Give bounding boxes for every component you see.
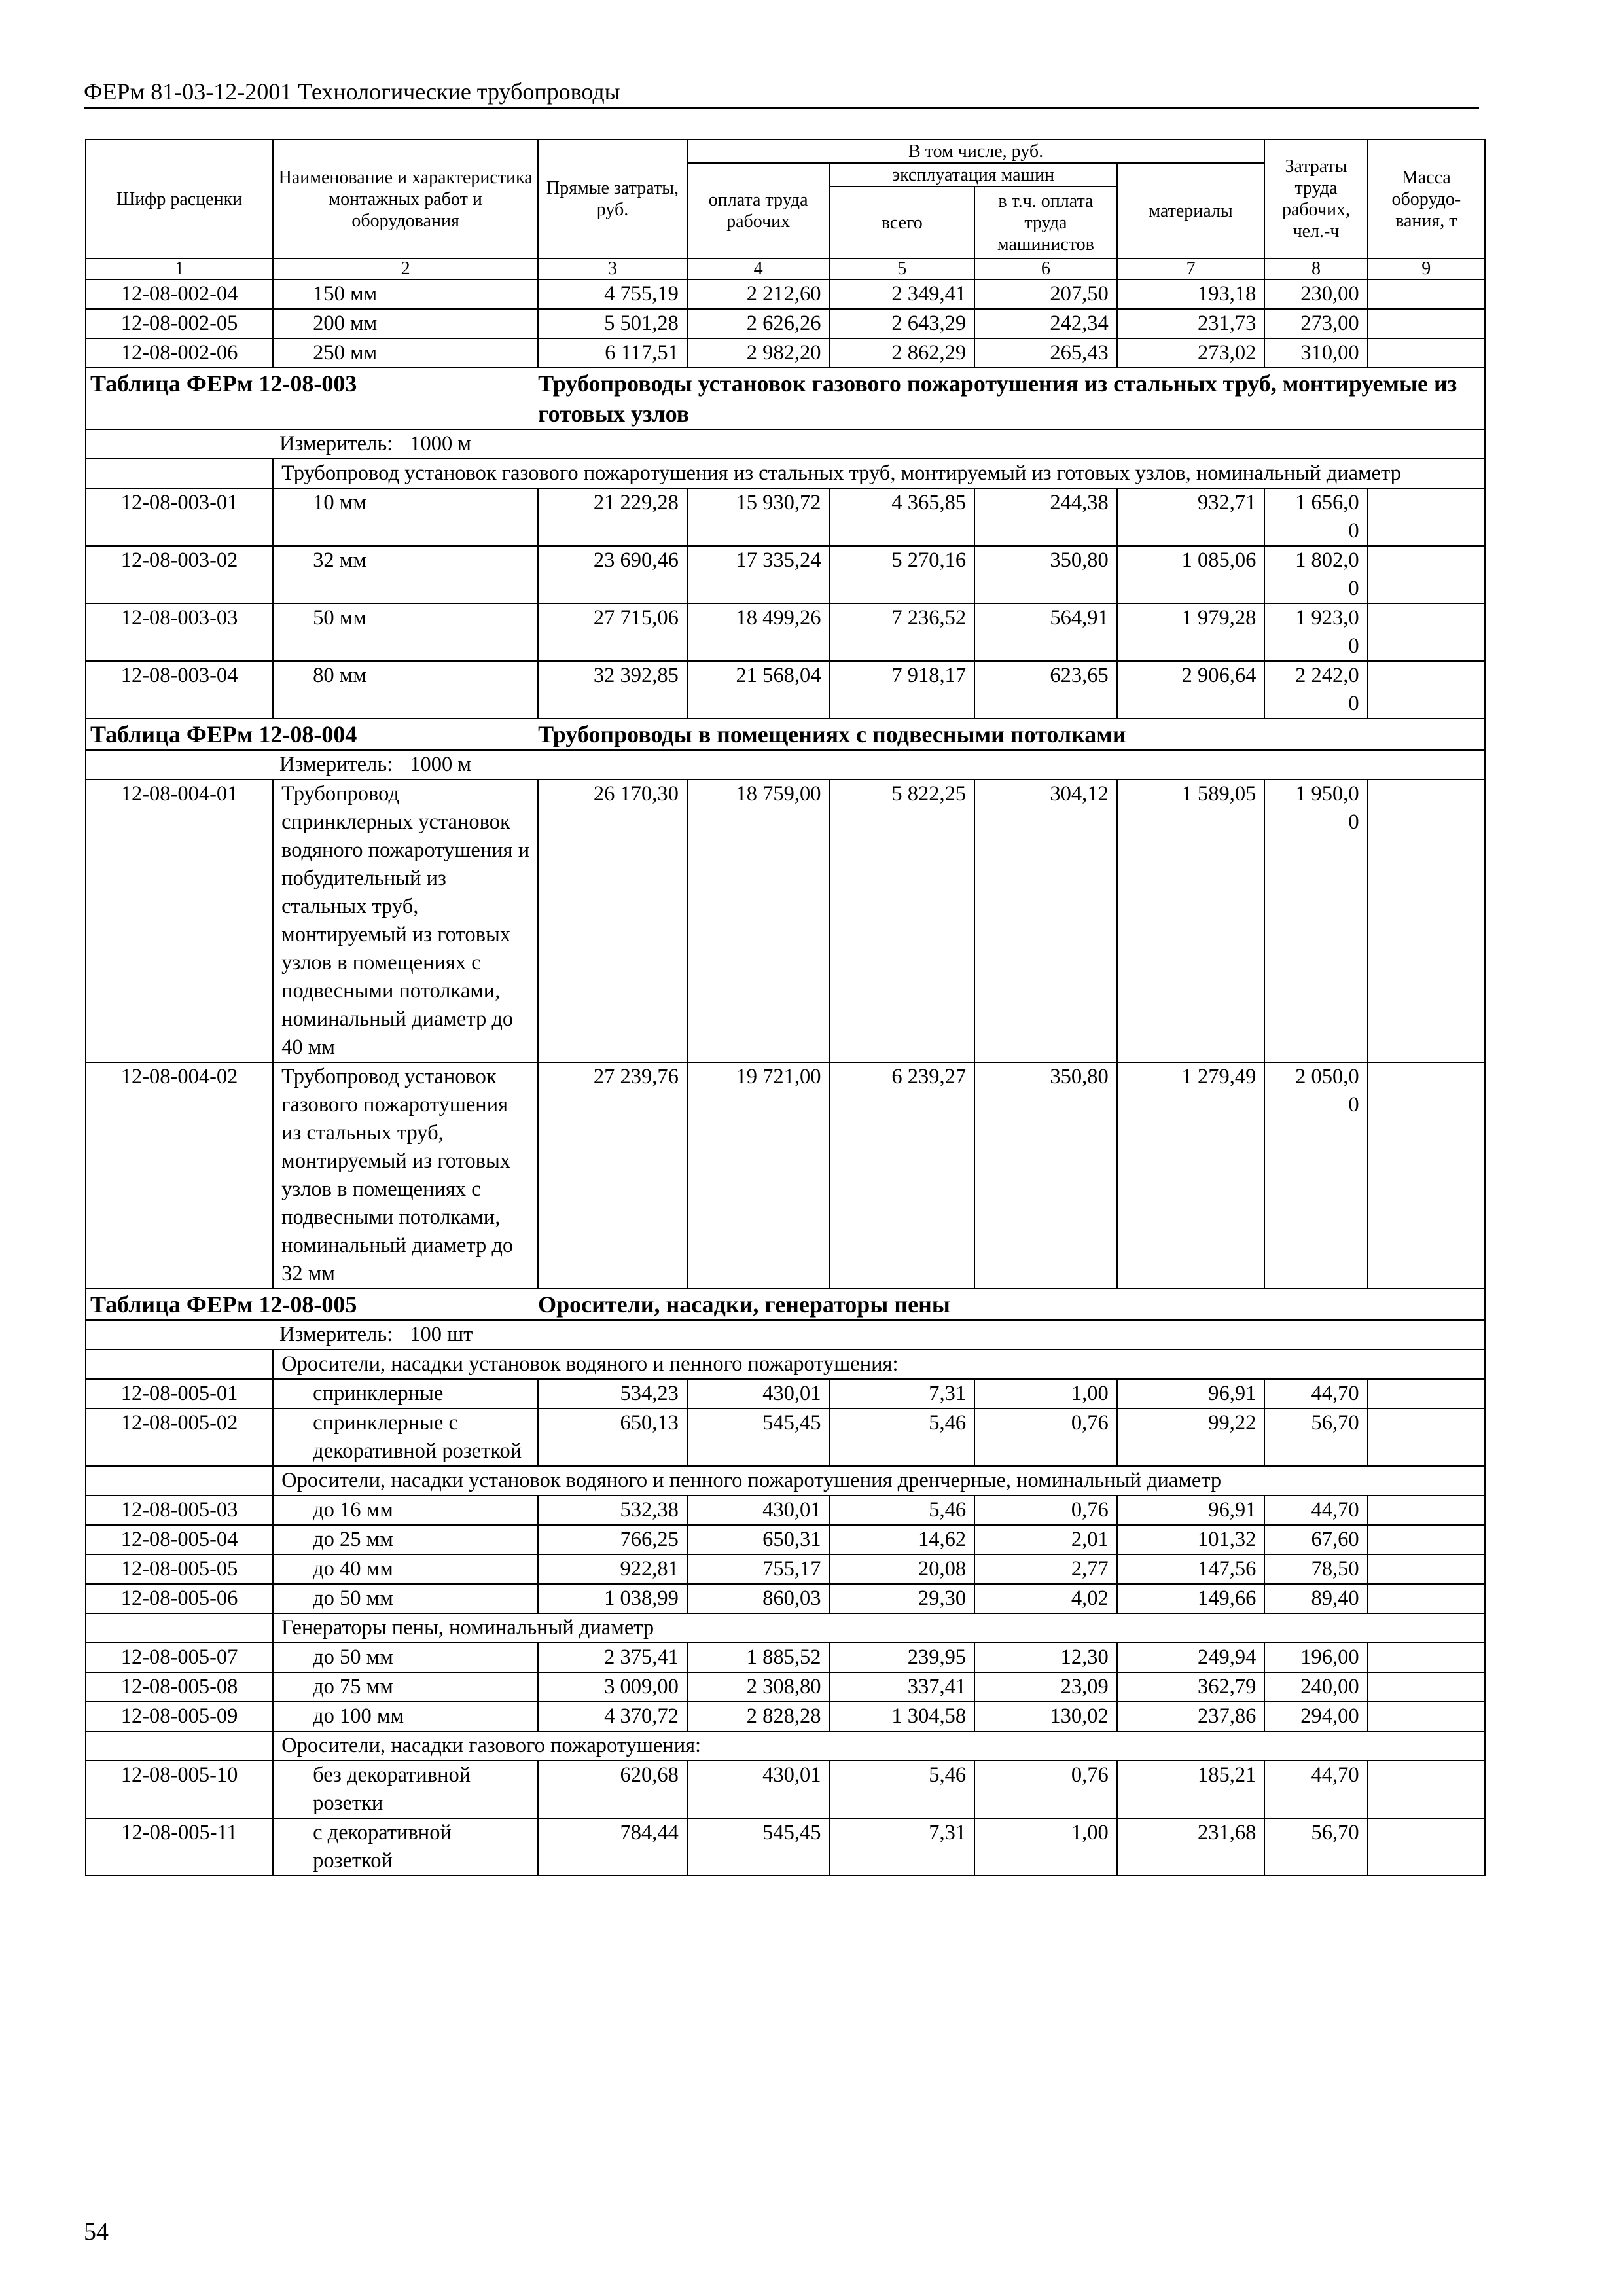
measure-row <box>86 429 1485 459</box>
mass-cell <box>1368 1761 1485 1818</box>
work-name: 250 мм <box>273 338 538 368</box>
labor-hours <box>1264 603 1367 661</box>
group-spacer <box>86 1613 273 1643</box>
work-name: до 25 мм <box>273 1525 538 1554</box>
wages-cost: 430,01 <box>687 1496 830 1525</box>
table-row <box>86 1062 1485 1289</box>
labor-hours-part: 0 <box>1348 519 1359 543</box>
operators-wages: 242,34 <box>974 309 1117 338</box>
machines-total: 4 365,85 <box>829 488 974 546</box>
measure-row <box>86 750 1485 780</box>
operators-wages: 1,00 <box>974 1379 1117 1408</box>
column-number-row <box>86 259 1485 279</box>
mass-cell <box>1368 1408 1485 1466</box>
operators-wages: 304,12 <box>974 780 1117 1062</box>
operators-wages: 12,30 <box>974 1643 1117 1672</box>
rate-code: 12-08-005-03 <box>86 1496 273 1525</box>
table-row <box>86 1525 1485 1554</box>
rate-code: 12-08-005-10 <box>86 1761 273 1818</box>
work-name: Трубопровод установок газового пожаротушения из стальных труб, монтируемый из готовых узлов в помещениях с подвесными потолками, номинальный диаметр до 32 мм <box>273 1062 538 1289</box>
labor-hours <box>1264 661 1367 719</box>
section-header <box>86 368 1485 429</box>
page-number: 54 <box>84 2218 109 2246</box>
work-name: до 16 мм <box>273 1496 538 1525</box>
labor-hours: 44,70 <box>1264 1496 1367 1525</box>
table-row <box>86 1761 1485 1818</box>
rate-code: 12-08-002-06 <box>86 338 273 368</box>
group-row <box>86 1466 1485 1496</box>
machines-total: 2 862,29 <box>829 338 974 368</box>
machines-total: 5,46 <box>829 1496 974 1525</box>
rates-table <box>85 139 1486 1876</box>
mass-cell <box>1368 780 1485 1062</box>
table-row <box>86 1408 1485 1466</box>
machines-total: 337,41 <box>829 1672 974 1702</box>
rate-code: 12-08-005-04 <box>86 1525 273 1554</box>
mass-cell <box>1368 1554 1485 1584</box>
rate-code: 12-08-005-09 <box>86 1702 273 1731</box>
section-title: Оросители, насадки, генераторы пены <box>538 1289 1485 1320</box>
work-name: 10 мм <box>273 488 538 546</box>
direct-cost: 4 370,72 <box>538 1702 687 1731</box>
operators-wages: 0,76 <box>974 1496 1117 1525</box>
col-wages-header: оплата труда рабочих <box>687 163 830 259</box>
labor-hours-part: 2 242,0 <box>1295 664 1359 687</box>
materials-cost: 1 279,49 <box>1117 1062 1265 1289</box>
machines-total: 5,46 <box>829 1408 974 1466</box>
section-title: Трубопроводы установок газового пожаротушения из стальных труб, монтируемые из готовых узлов <box>538 368 1485 429</box>
machines-total: 7,31 <box>829 1818 974 1876</box>
work-name: до 50 мм <box>273 1643 538 1672</box>
machines-total: 14,62 <box>829 1525 974 1554</box>
labor-hours-part: 1 656,0 <box>1295 491 1359 514</box>
rate-code: 12-08-005-11 <box>86 1818 273 1876</box>
mass-cell <box>1368 1496 1485 1525</box>
rate-code: 12-08-002-04 <box>86 279 273 309</box>
col-machines-header: эксплуатация машин <box>829 163 1116 187</box>
mass-cell <box>1368 1702 1485 1731</box>
direct-cost: 27 239,76 <box>538 1062 687 1289</box>
operators-wages: 4,02 <box>974 1584 1117 1613</box>
machines-total: 20,08 <box>829 1554 974 1584</box>
group-row <box>86 459 1485 488</box>
group-caption: Трубопровод установок газового пожаротушения из стальных труб, монтируемый из готовых узлов, номинальный диаметр <box>273 459 1485 488</box>
col-code-header: Шифр расценки <box>86 139 273 259</box>
materials-cost: 185,21 <box>1117 1761 1265 1818</box>
table-row <box>86 780 1485 1062</box>
materials-cost: 1 979,28 <box>1117 603 1265 661</box>
wages-cost: 18 759,00 <box>687 780 830 1062</box>
wages-cost: 15 930,72 <box>687 488 830 546</box>
materials-cost: 96,91 <box>1117 1379 1265 1408</box>
labor-hours: 89,40 <box>1264 1584 1367 1613</box>
group-row <box>86 1613 1485 1643</box>
rate-code: 12-08-003-01 <box>86 488 273 546</box>
measure-cell <box>86 1320 1485 1350</box>
labor-hours: 240,00 <box>1264 1672 1367 1702</box>
materials-cost: 99,22 <box>1117 1408 1265 1466</box>
section-label: Таблица ФЕРм 12-08-005 <box>86 1289 538 1320</box>
labor-hours-part: 0 <box>1348 810 1359 834</box>
labor-hours <box>1264 546 1367 603</box>
wages-cost: 2 982,20 <box>687 338 830 368</box>
mass-cell <box>1368 279 1485 309</box>
wages-cost: 860,03 <box>687 1584 830 1613</box>
machines-total: 7 918,17 <box>829 661 974 719</box>
operators-wages: 0,76 <box>974 1408 1117 1466</box>
table-row <box>86 546 1485 603</box>
wages-cost: 2 308,80 <box>687 1672 830 1702</box>
machines-total: 6 239,27 <box>829 1062 974 1289</box>
rate-code: 12-08-004-02 <box>86 1062 273 1289</box>
column-number: 7 <box>1117 259 1265 279</box>
labor-hours: 196,00 <box>1264 1643 1367 1672</box>
mass-cell <box>1368 1379 1485 1408</box>
wages-cost: 545,45 <box>687 1818 830 1876</box>
rate-code: 12-08-002-05 <box>86 309 273 338</box>
machines-total: 5,46 <box>829 1761 974 1818</box>
labor-hours: 67,60 <box>1264 1525 1367 1554</box>
wages-cost: 1 885,52 <box>687 1643 830 1672</box>
work-name: 150 мм <box>273 279 538 309</box>
table-row <box>86 1702 1485 1731</box>
rate-code: 12-08-005-07 <box>86 1643 273 1672</box>
direct-cost: 2 375,41 <box>538 1643 687 1672</box>
col-materials-header: материалы <box>1117 163 1265 259</box>
mass-cell <box>1368 338 1485 368</box>
table-row <box>86 1672 1485 1702</box>
direct-cost: 534,23 <box>538 1379 687 1408</box>
section-title: Трубопроводы в помещениях с подвесными потолками <box>538 719 1485 750</box>
work-name: до 100 мм <box>273 1702 538 1731</box>
measure-value: 100 шт <box>410 1323 473 1346</box>
labor-hours: 56,70 <box>1264 1408 1367 1466</box>
direct-cost: 5 501,28 <box>538 309 687 338</box>
work-name: 50 мм <box>273 603 538 661</box>
section-header <box>86 1289 1485 1320</box>
group-row <box>86 1731 1485 1761</box>
work-name: без декоративной розетки <box>273 1761 538 1818</box>
machines-total: 5 270,16 <box>829 546 974 603</box>
labor-hours: 56,70 <box>1264 1818 1367 1876</box>
labor-hours <box>1264 1062 1367 1289</box>
section-header <box>86 719 1485 750</box>
measure-cell <box>86 429 1485 459</box>
direct-cost: 21 229,28 <box>538 488 687 546</box>
wages-cost: 755,17 <box>687 1554 830 1584</box>
labor-hours-part: 0 <box>1348 577 1359 600</box>
wages-cost: 430,01 <box>687 1761 830 1818</box>
operators-wages: 23,09 <box>974 1672 1117 1702</box>
group-caption: Оросители, насадки установок водяного и пенного пожаротушения: <box>273 1350 1485 1379</box>
column-number: 6 <box>974 259 1117 279</box>
wages-cost: 18 499,26 <box>687 603 830 661</box>
column-number: 9 <box>1368 259 1485 279</box>
rate-code: 12-08-003-03 <box>86 603 273 661</box>
machines-total: 2 349,41 <box>829 279 974 309</box>
table-row <box>86 1379 1485 1408</box>
col-direct-header: Прямые затраты, руб. <box>538 139 687 259</box>
materials-cost: 1 589,05 <box>1117 780 1265 1062</box>
work-name: спринклерные с декоративной розеткой <box>273 1408 538 1466</box>
table-row <box>86 603 1485 661</box>
direct-cost: 26 170,30 <box>538 780 687 1062</box>
direct-cost: 620,68 <box>538 1761 687 1818</box>
direct-cost: 1 038,99 <box>538 1584 687 1613</box>
rate-code: 12-08-005-01 <box>86 1379 273 1408</box>
wages-cost: 17 335,24 <box>687 546 830 603</box>
group-spacer <box>86 1731 273 1761</box>
labor-hours <box>1264 780 1367 1062</box>
labor-hours: 310,00 <box>1264 338 1367 368</box>
rate-code: 12-08-003-04 <box>86 661 273 719</box>
wages-cost: 2 626,26 <box>687 309 830 338</box>
labor-hours: 44,70 <box>1264 1379 1367 1408</box>
wages-cost: 21 568,04 <box>687 661 830 719</box>
materials-cost: 231,73 <box>1117 309 1265 338</box>
operators-wages: 130,02 <box>974 1702 1117 1731</box>
direct-cost: 766,25 <box>538 1525 687 1554</box>
table-row <box>86 1818 1485 1876</box>
mass-cell <box>1368 603 1485 661</box>
rate-code: 12-08-005-08 <box>86 1672 273 1702</box>
direct-cost: 27 715,06 <box>538 603 687 661</box>
work-name: до 40 мм <box>273 1554 538 1584</box>
labor-hours: 230,00 <box>1264 279 1367 309</box>
col-operators-header: в т.ч. оплата труда машинистов <box>974 187 1117 259</box>
machines-total: 1 304,58 <box>829 1702 974 1731</box>
labor-hours-part: 1 923,0 <box>1295 606 1359 630</box>
machines-total: 7,31 <box>829 1379 974 1408</box>
group-spacer <box>86 1466 273 1496</box>
group-caption: Оросители, насадки газового пожаротушения: <box>273 1731 1485 1761</box>
mass-cell <box>1368 661 1485 719</box>
col-total-header: всего <box>829 187 974 259</box>
column-number: 2 <box>273 259 538 279</box>
labor-hours: 273,00 <box>1264 309 1367 338</box>
table-row <box>86 1496 1485 1525</box>
table-row <box>86 309 1485 338</box>
materials-cost: 149,66 <box>1117 1584 1265 1613</box>
mass-cell <box>1368 1062 1485 1289</box>
rate-code: 12-08-003-02 <box>86 546 273 603</box>
column-number: 3 <box>538 259 687 279</box>
table-row <box>86 661 1485 719</box>
operators-wages: 244,38 <box>974 488 1117 546</box>
group-spacer <box>86 1350 273 1379</box>
mass-cell <box>1368 1584 1485 1613</box>
materials-cost: 96,91 <box>1117 1496 1265 1525</box>
materials-cost: 2 906,64 <box>1117 661 1265 719</box>
wages-cost: 2 828,28 <box>687 1702 830 1731</box>
operators-wages: 207,50 <box>974 279 1117 309</box>
column-number: 1 <box>86 259 273 279</box>
machines-total: 2 643,29 <box>829 309 974 338</box>
measure-row <box>86 1320 1485 1350</box>
materials-cost: 1 085,06 <box>1117 546 1265 603</box>
column-number: 8 <box>1264 259 1367 279</box>
machines-total: 29,30 <box>829 1584 974 1613</box>
measure-label: Измеритель: <box>279 1323 393 1346</box>
rate-code: 12-08-005-02 <box>86 1408 273 1466</box>
group-caption: Оросители, насадки установок водяного и пенного пожаротушения дренчерные, номинальный диаметр <box>273 1466 1485 1496</box>
materials-cost: 231,68 <box>1117 1818 1265 1876</box>
labor-hours: 294,00 <box>1264 1702 1367 1731</box>
column-number: 4 <box>687 259 830 279</box>
mass-cell <box>1368 1643 1485 1672</box>
section-label: Таблица ФЕРм 12-08-004 <box>86 719 538 750</box>
rate-code: 12-08-005-05 <box>86 1554 273 1584</box>
mass-cell <box>1368 309 1485 338</box>
labor-hours-part: 1 950,0 <box>1295 782 1359 806</box>
work-name: с декоративной розеткой <box>273 1818 538 1876</box>
rate-code: 12-08-005-06 <box>86 1584 273 1613</box>
col-mass-header: Масса оборудо-вания, т <box>1368 139 1485 259</box>
materials-cost: 237,86 <box>1117 1702 1265 1731</box>
machines-total: 7 236,52 <box>829 603 974 661</box>
table-row <box>86 279 1485 309</box>
operators-wages: 1,00 <box>974 1818 1117 1876</box>
direct-cost: 23 690,46 <box>538 546 687 603</box>
section-label: Таблица ФЕРм 12-08-003 <box>86 368 538 429</box>
work-name: 200 мм <box>273 309 538 338</box>
work-name: 32 мм <box>273 546 538 603</box>
labor-hours: 44,70 <box>1264 1761 1367 1818</box>
labor-hours <box>1264 488 1367 546</box>
operators-wages: 2,77 <box>974 1554 1117 1584</box>
materials-cost: 362,79 <box>1117 1672 1265 1702</box>
wages-cost: 430,01 <box>687 1379 830 1408</box>
operators-wages: 350,80 <box>974 1062 1117 1289</box>
direct-cost: 784,44 <box>538 1818 687 1876</box>
column-number: 5 <box>829 259 974 279</box>
col-name-header: Наименование и характеристика монтажных работ и оборудования <box>273 139 538 259</box>
table-body <box>86 259 1485 1876</box>
measure-value: 1000 м <box>410 432 471 456</box>
operators-wages: 0,76 <box>974 1761 1117 1818</box>
wages-cost: 2 212,60 <box>687 279 830 309</box>
mass-cell <box>1368 488 1485 546</box>
measure-label: Измеритель: <box>279 432 393 456</box>
table-row <box>86 1584 1485 1613</box>
group-row <box>86 1350 1485 1379</box>
group-caption: Генераторы пены, номинальный диаметр <box>273 1613 1485 1643</box>
operators-wages: 350,80 <box>974 546 1117 603</box>
labor-hours-part: 0 <box>1348 692 1359 715</box>
work-name: 80 мм <box>273 661 538 719</box>
wages-cost: 650,31 <box>687 1525 830 1554</box>
labor-hours-part: 2 050,0 <box>1295 1065 1359 1088</box>
materials-cost: 193,18 <box>1117 279 1265 309</box>
labor-hours-part: 1 802,0 <box>1295 548 1359 572</box>
page-header: ФЕРм 81-03-12-2001 Технологические трубопроводы <box>84 77 1479 109</box>
wages-cost: 545,45 <box>687 1408 830 1466</box>
table-row <box>86 338 1485 368</box>
work-name: Трубопровод спринклерных установок водяного пожаротушения и побудительный из стальных труб, монтируемый из готовых узлов в помещениях с подвесными потолками, номинальный диаметр до 40 мм <box>273 780 538 1062</box>
operators-wages: 564,91 <box>974 603 1117 661</box>
col-incl-header: В том числе, руб. <box>687 139 1265 163</box>
group-spacer <box>86 459 273 488</box>
mass-cell <box>1368 546 1485 603</box>
work-name: до 75 мм <box>273 1672 538 1702</box>
direct-cost: 650,13 <box>538 1408 687 1466</box>
measure-cell <box>86 750 1485 780</box>
mass-cell <box>1368 1525 1485 1554</box>
direct-cost: 32 392,85 <box>538 661 687 719</box>
labor-hours-part: 0 <box>1348 634 1359 658</box>
col-labor-header: Затраты труда рабочих, чел.-ч <box>1264 139 1367 259</box>
labor-hours-part: 0 <box>1348 1093 1359 1117</box>
operators-wages: 265,43 <box>974 338 1117 368</box>
operators-wages: 2,01 <box>974 1525 1117 1554</box>
machines-total: 5 822,25 <box>829 780 974 1062</box>
direct-cost: 532,38 <box>538 1496 687 1525</box>
rate-code: 12-08-004-01 <box>86 780 273 1062</box>
materials-cost: 249,94 <box>1117 1643 1265 1672</box>
labor-hours: 78,50 <box>1264 1554 1367 1584</box>
work-name: спринклерные <box>273 1379 538 1408</box>
direct-cost: 3 009,00 <box>538 1672 687 1702</box>
table-row <box>86 1643 1485 1672</box>
direct-cost: 6 117,51 <box>538 338 687 368</box>
measure-value: 1000 м <box>410 753 471 776</box>
mass-cell <box>1368 1818 1485 1876</box>
materials-cost: 101,32 <box>1117 1525 1265 1554</box>
direct-cost: 922,81 <box>538 1554 687 1584</box>
materials-cost: 932,71 <box>1117 488 1265 546</box>
materials-cost: 273,02 <box>1117 338 1265 368</box>
work-name: до 50 мм <box>273 1584 538 1613</box>
wages-cost: 19 721,00 <box>687 1062 830 1289</box>
operators-wages: 623,65 <box>974 661 1117 719</box>
direct-cost: 4 755,19 <box>538 279 687 309</box>
mass-cell <box>1368 1672 1485 1702</box>
measure-label: Измеритель: <box>279 753 393 776</box>
machines-total: 239,95 <box>829 1643 974 1672</box>
table-row <box>86 488 1485 546</box>
table-row <box>86 1554 1485 1584</box>
materials-cost: 147,56 <box>1117 1554 1265 1584</box>
